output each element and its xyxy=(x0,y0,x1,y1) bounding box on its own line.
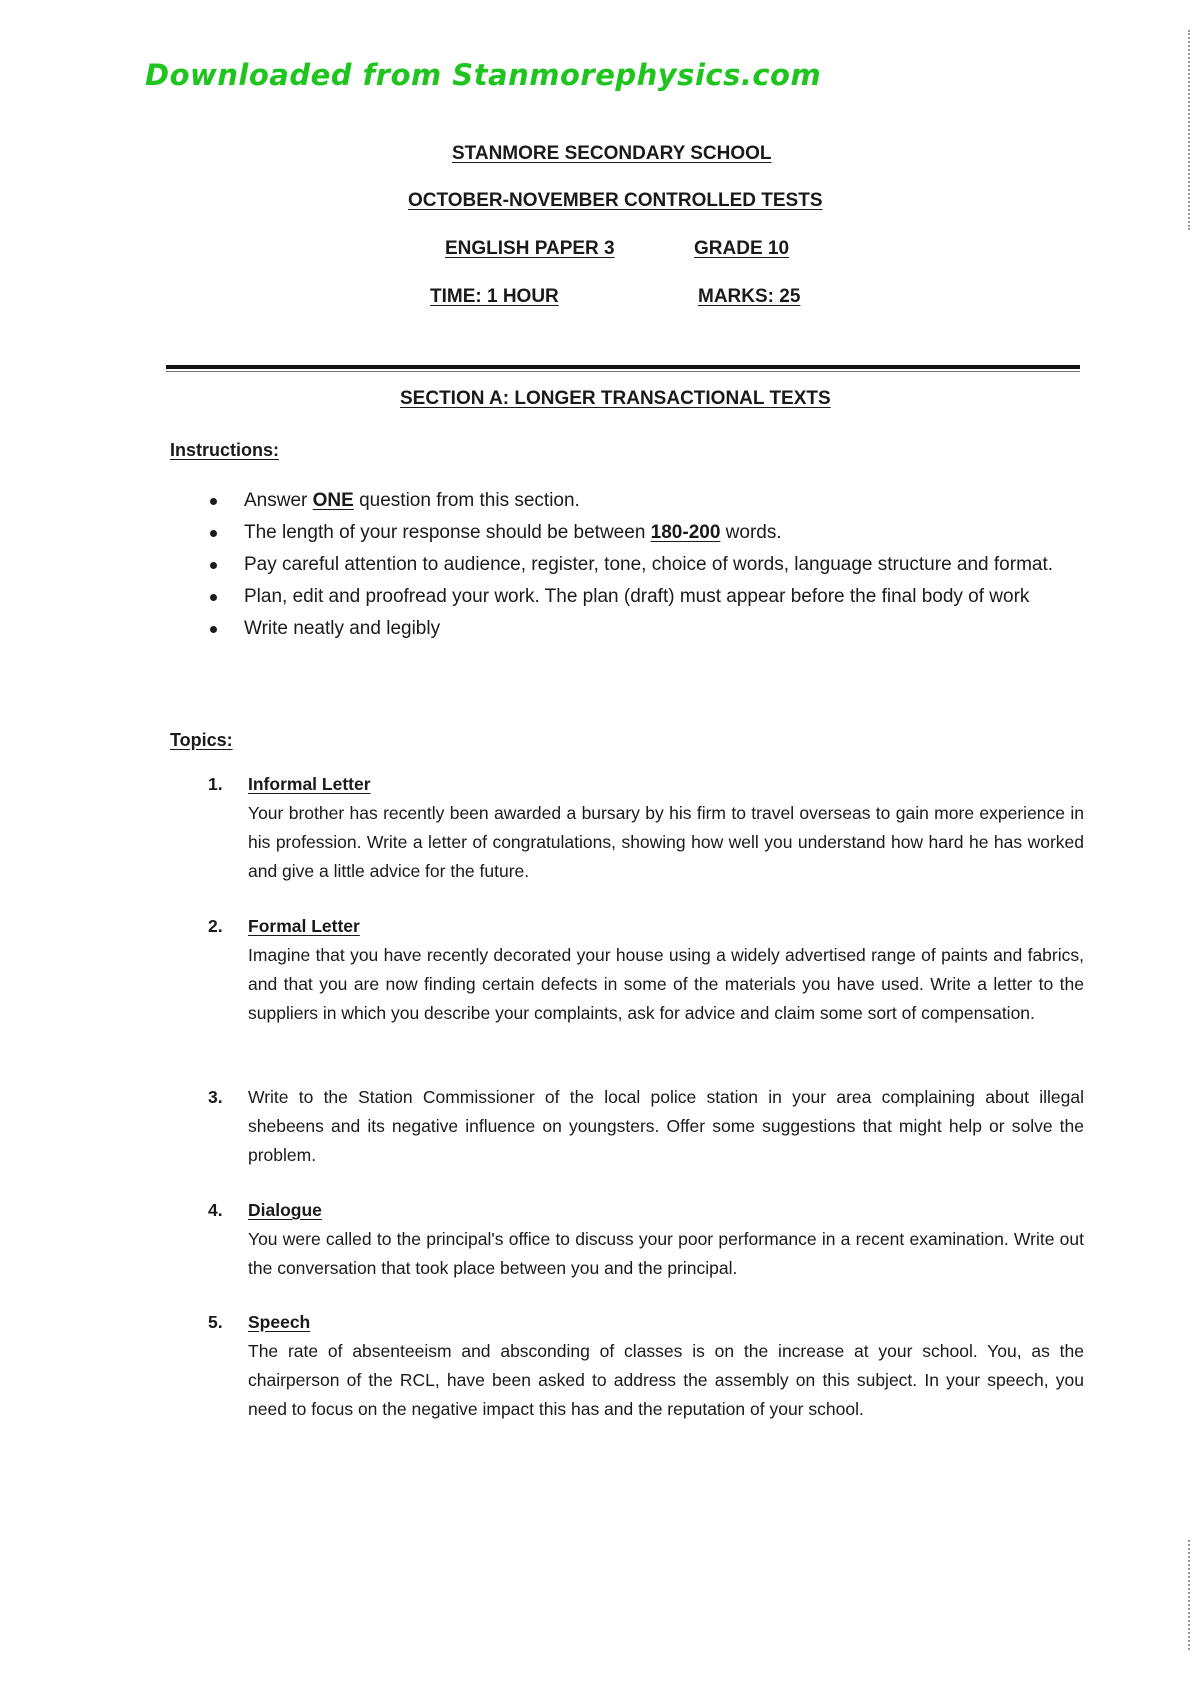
topic-text: Write to the Station Commissioner of the local police station in your area complaining about illegal shebeens and its negative influence on youngsters. Offer some suggestions that might help or solve the problem. xyxy=(248,1087,1084,1165)
paper-label: ENGLISH PAPER 3 xyxy=(445,238,615,259)
time-label: TIME: 1 HOUR xyxy=(430,286,559,307)
topic-number: 4. xyxy=(208,1200,223,1220)
instruction-item: The length of your response should be between 180-200 words. xyxy=(206,517,1086,549)
bullet-icon xyxy=(210,498,217,505)
bullet-icon xyxy=(210,594,217,601)
topic-title: Speech xyxy=(248,1312,311,1332)
header-divider xyxy=(166,365,1080,369)
scan-edge-marks xyxy=(1186,30,1190,230)
topic-item xyxy=(208,1308,1084,1424)
test-title: OCTOBER-NOVEMBER CONTROLLED TESTS xyxy=(408,190,823,211)
grade-label: GRADE 10 xyxy=(694,238,790,259)
instruction-item: Answer ONE question from this section. xyxy=(206,485,1086,517)
header-divider-thin xyxy=(166,371,1080,372)
topic-item xyxy=(208,1196,1084,1283)
topic-number: 3. xyxy=(208,1087,223,1107)
topic-text: The rate of absenteeism and absconding of classes is on the increase at your school. You, as the chairperson of the RCL, have been asked to address the assembly on this subject. In your speech, you need to focus on the negative impact this has and the reputation of your school. xyxy=(248,1341,1084,1419)
instruction-item: Pay careful attention to audience, register, tone, choice of words, language structure and format. xyxy=(206,549,1086,581)
school-name: STANMORE SECONDARY SCHOOL xyxy=(452,143,772,164)
topic-text: You were called to the principal's office to discuss your poor performance in a recent examination. Write out the conversation that took place between you and the principal. xyxy=(248,1229,1084,1278)
topic-title: Dialogue xyxy=(248,1200,322,1220)
watermark: Downloaded from Stanmorephysics.com xyxy=(145,58,822,92)
instructions-list xyxy=(206,485,1086,645)
instruction-item: Write neatly and legibly xyxy=(206,613,1086,645)
topic-number: 1. xyxy=(208,774,223,794)
instruction-item: Plan, edit and proofread your work. The plan (draft) must appear before the final body of work xyxy=(206,581,1086,613)
bullet-icon xyxy=(210,530,217,537)
bullet-icon xyxy=(210,562,217,569)
topic-title: Formal Letter xyxy=(248,916,360,936)
topic-item xyxy=(208,912,1084,1028)
scan-edge-marks xyxy=(1186,1540,1190,1650)
topic-text: Your brother has recently been awarded a bursary by his firm to travel overseas to gain more experience in his profession. Write a letter of congratulations, showing how well you understand how hard he has worked and give a little advice for the future. xyxy=(248,803,1084,881)
topics-label: Topics: xyxy=(170,730,233,750)
topic-item xyxy=(208,770,1084,886)
topic-text: Imagine that you have recently decorated your house using a widely advertised range of paints and fabrics, and that you are now finding certain defects in some of the materials you have used. Write a letter to the suppliers in which you describe your complaints, ask for advice and claim some sort of compensation. xyxy=(248,945,1084,1023)
topic-item xyxy=(208,1083,1084,1170)
marks-label: MARKS: 25 xyxy=(698,286,801,307)
section-title: SECTION A: LONGER TRANSACTIONAL TEXTS xyxy=(400,388,831,409)
bullet-icon xyxy=(210,626,217,633)
topic-title: Informal Letter xyxy=(248,774,371,794)
instructions-label: Instructions: xyxy=(170,440,280,460)
topic-number: 2. xyxy=(208,916,223,936)
topic-number: 5. xyxy=(208,1312,223,1332)
